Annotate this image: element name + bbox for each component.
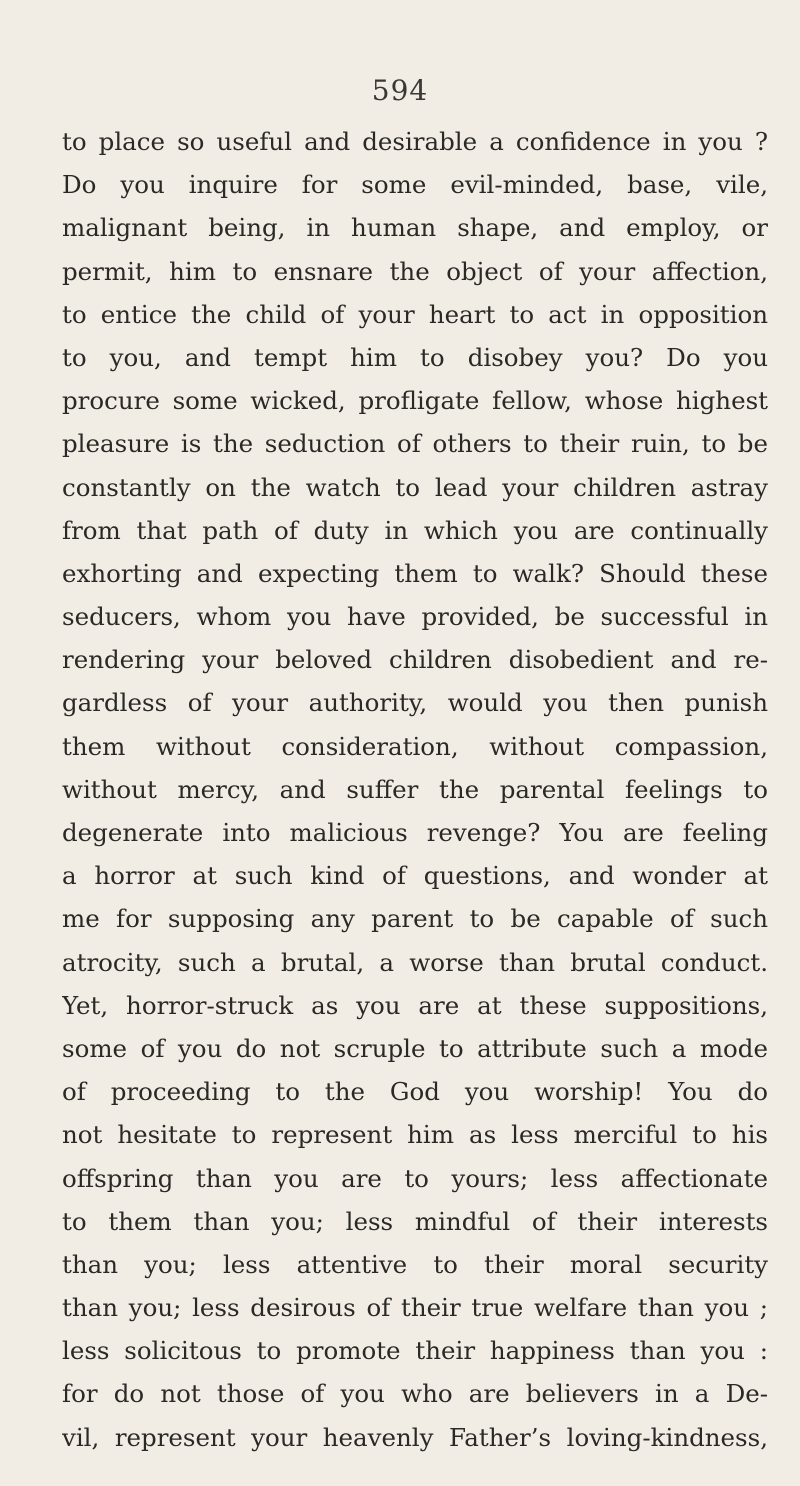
text-line: of proceeding to the God you worship! You do bbox=[62, 1077, 768, 1107]
text-line: not hesitate to represent him as less merciful to his bbox=[62, 1120, 768, 1150]
text-line: some of you do not scruple to attribute such a mode bbox=[62, 1033, 768, 1063]
text-line: than you; less desirous of their true welfare than you ; bbox=[62, 1293, 768, 1323]
text-line: me for supposing any parent to be capable of such bbox=[62, 904, 768, 934]
text-line: vil, represent your heavenly Father’s loving-kindness, bbox=[62, 1422, 768, 1452]
text-line: than you; less attentive to their moral security bbox=[62, 1249, 768, 1279]
text-line: permit, him to ensnare the object of your affection, bbox=[62, 256, 768, 286]
text-line: less solicitous to promote their happiness than you : bbox=[62, 1336, 768, 1366]
text-line: to entice the child of your heart to act in opposition bbox=[62, 299, 768, 329]
text-line: to place so useful and desirable a confidence in you ? bbox=[62, 127, 768, 156]
text-line: them without consideration, without compassion, bbox=[62, 731, 768, 761]
body-text bbox=[62, 120, 768, 1459]
text-line: to them than you; less mindful of their interests bbox=[62, 1206, 768, 1236]
text-line: gardless of your authority, would you then punish bbox=[62, 688, 768, 718]
text-line: seducers, whom you have provided, be successful in bbox=[62, 602, 768, 632]
text-line: degenerate into malicious revenge? You are feeling bbox=[62, 818, 768, 847]
text-line: pleasure is the seduction of others to their ruin, to be bbox=[62, 429, 768, 459]
text-line: a horror at such kind of questions, and wonder at bbox=[62, 861, 768, 891]
text-line: Yet, horror-struck as you are at these suppositions, bbox=[62, 990, 768, 1020]
text-line: constantly on the watch to lead your children astray bbox=[62, 472, 768, 502]
text-line: from that path of duty in which you are continually bbox=[62, 515, 768, 545]
text-line: malignant being, in human shape, and employ, or bbox=[62, 213, 768, 243]
text-line: procure some wicked, profligate fellow, whose highest bbox=[62, 386, 768, 416]
text-line: exhorting and expecting them to walk? Should these bbox=[62, 558, 768, 588]
text-line: rendering your beloved children disobedient and re- bbox=[62, 645, 768, 675]
text-line: Do you inquire for some evil-minded, base, vile, bbox=[62, 170, 768, 200]
text-line: for do not those of you who are believers in a De- bbox=[62, 1379, 768, 1409]
text-line: to you, and tempt him to disobey you? Do you bbox=[62, 342, 768, 372]
text-line: atrocity, such a brutal, a worse than brutal conduct. bbox=[62, 947, 768, 977]
text-line: offspring than you are to yours; less affectionate bbox=[62, 1163, 768, 1193]
text-line: without mercy, and suffer the parental feelings to bbox=[62, 774, 768, 804]
page-number: 594 bbox=[371, 74, 429, 107]
